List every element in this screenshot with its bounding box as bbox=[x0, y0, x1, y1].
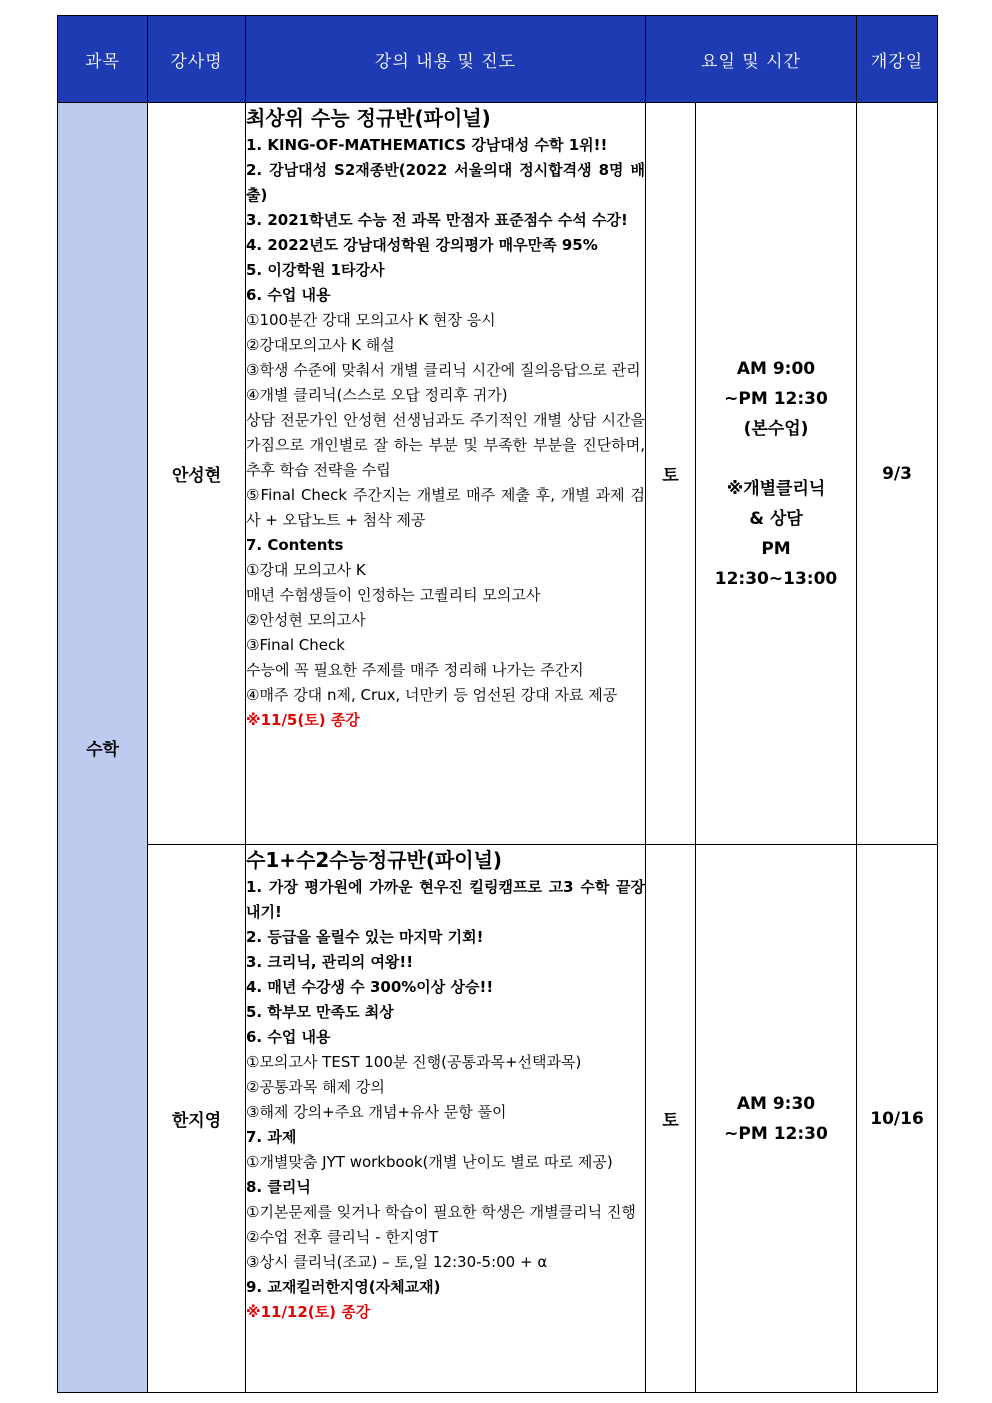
content-line: 2. 강남대성 S2재종반(2022 서울의대 정시합격생 8명 배출) bbox=[246, 161, 645, 204]
content-lines bbox=[246, 875, 645, 1325]
content-line: 3. 크리닉, 관리의 여왕!! bbox=[246, 953, 414, 971]
content-line: ②수업 전후 클리닉 - 한지영T bbox=[246, 1228, 438, 1246]
content-line: ①기본문제를 잊거나 학습이 필요한 학생은 개별클리닉 진행 bbox=[246, 1203, 636, 1221]
content-cell bbox=[246, 103, 646, 845]
content-line: ③학생 수준에 맞춰서 개별 클리닉 시간에 질의응답으로 관리 bbox=[246, 361, 641, 379]
content-cell bbox=[246, 845, 646, 1393]
content-lines bbox=[246, 133, 645, 733]
start-date-cell: 10/16 bbox=[857, 845, 938, 1393]
content-line: ④매주 강대 n제, Crux, 너만키 등 엄선된 강대 자료 제공 bbox=[246, 686, 618, 704]
content-line: 1. 가장 평가원에 가까운 현우진 킬링캠프로 고3 수학 끝장내기! bbox=[246, 878, 645, 921]
content-line: ①강대 모의고사 K bbox=[246, 561, 366, 579]
content-line: ①100분간 강대 모의고사 K 현장 응시 bbox=[246, 311, 496, 329]
header-content: 강의 내용 및 진도 bbox=[246, 16, 646, 103]
end-date-note: ※11/5(토) 종강 bbox=[246, 711, 360, 729]
content-line: ⑤Final Check 주간지는 개별로 매주 제출 후, 개별 과제 검사 + 오답노트 + 첨삭 제공 bbox=[246, 486, 645, 529]
start-date-cell: 9/3 bbox=[857, 103, 938, 845]
time-line: PM bbox=[761, 538, 791, 559]
content-line: 6. 수업 내용 bbox=[246, 1028, 331, 1046]
content-line: 매년 수험생들이 인정하는 고퀄리티 모의고사 bbox=[246, 586, 541, 604]
content-line: 9. 교재킬러한지영(자체교재) bbox=[246, 1278, 441, 1296]
time-line: AM 9:30 bbox=[736, 1093, 816, 1114]
content-line: ②공통과목 해제 강의 bbox=[246, 1078, 385, 1096]
content-line: 4. 2022년도 강남대성학원 강의평가 매우만족 95% bbox=[246, 236, 598, 254]
time-line: AM 9:00 bbox=[736, 358, 816, 379]
content-line: 7. 과제 bbox=[246, 1128, 297, 1146]
content-line: ①모의고사 TEST 100분 진행(공통과목+선택과목) bbox=[246, 1053, 582, 1071]
time-line: & 상담 bbox=[749, 508, 803, 529]
day-cell: 토 bbox=[646, 845, 696, 1393]
content-line: 2. 등급을 올릴수 있는 마지막 기회! bbox=[246, 928, 484, 946]
time-spacer bbox=[696, 444, 856, 474]
time-line: ~PM 12:30 bbox=[724, 1123, 828, 1144]
content-line: 상담 전문가인 안성현 선생님과도 주기적인 개별 상담 시간을 가짐으로 개인별로 잘 하는 부분 및 부족한 부분을 진단하며, 추후 학습 전략을 수립 bbox=[246, 411, 645, 479]
content-line: 수능에 꼭 필요한 주제를 매주 정리해 나가는 주간지 bbox=[246, 661, 584, 679]
header-teacher: 강사명 bbox=[148, 16, 246, 103]
schedule-table bbox=[57, 15, 938, 1393]
content-line: 5. 이강학원 1타강사 bbox=[246, 261, 385, 279]
content-line: 1. KING-OF-MATHEMATICS 강남대성 수학 1위!! bbox=[246, 136, 608, 154]
content-line: ②강대모의고사 K 해설 bbox=[246, 336, 395, 354]
time-cell bbox=[696, 845, 857, 1393]
teacher-cell: 한지영 bbox=[148, 845, 246, 1393]
header-schedule: 요일 및 시간 bbox=[646, 16, 857, 103]
teacher-cell: 안성현 bbox=[148, 103, 246, 845]
header-row bbox=[58, 16, 938, 103]
content-line: ②안성현 모의고사 bbox=[246, 611, 366, 629]
content-line: 7. Contents bbox=[246, 536, 344, 554]
content-line: 5. 학부모 만족도 최상 bbox=[246, 1003, 394, 1021]
content-line: 3. 2021학년도 수능 전 과목 만점자 표준점수 수석 수강! bbox=[246, 211, 628, 229]
content-line: ③Final Check bbox=[246, 636, 345, 654]
course-row bbox=[58, 103, 938, 845]
content-line: ①개별맞춤 JYT workbook(개별 난이도 별로 따로 제공) bbox=[246, 1153, 613, 1171]
end-date-note: ※11/12(토) 종강 bbox=[246, 1303, 371, 1321]
time-line: ~PM 12:30 bbox=[724, 388, 828, 409]
content-line: ④개별 클리닉(스스로 오답 정리후 귀가) bbox=[246, 386, 508, 404]
content-line: 8. 클리닉 bbox=[246, 1178, 311, 1196]
content-line: 6. 수업 내용 bbox=[246, 286, 331, 304]
course-row bbox=[58, 845, 938, 1393]
course-title: 최상위 수능 정규반(파이널) bbox=[246, 106, 491, 130]
content-line: 4. 매년 수강생 수 300%이상 상승!! bbox=[246, 978, 494, 996]
header-start: 개강일 bbox=[857, 16, 938, 103]
course-title: 수1+수2수능정규반(파이널) bbox=[246, 848, 503, 872]
time-line: (본수업) bbox=[743, 418, 809, 439]
content-line: ③상시 클리닉(조교) – 토,일 12:30-5:00 + α bbox=[246, 1253, 548, 1271]
subject-cell: 수학 bbox=[58, 103, 148, 1393]
time-cell bbox=[696, 103, 857, 845]
content-line: ③해제 강의+주요 개념+유사 문항 풀이 bbox=[246, 1103, 507, 1121]
time-line: 12:30~13:00 bbox=[714, 568, 838, 589]
time-line: ※개별클리닉 bbox=[726, 478, 826, 499]
header-subject: 과목 bbox=[58, 16, 148, 103]
day-cell: 토 bbox=[646, 103, 696, 845]
